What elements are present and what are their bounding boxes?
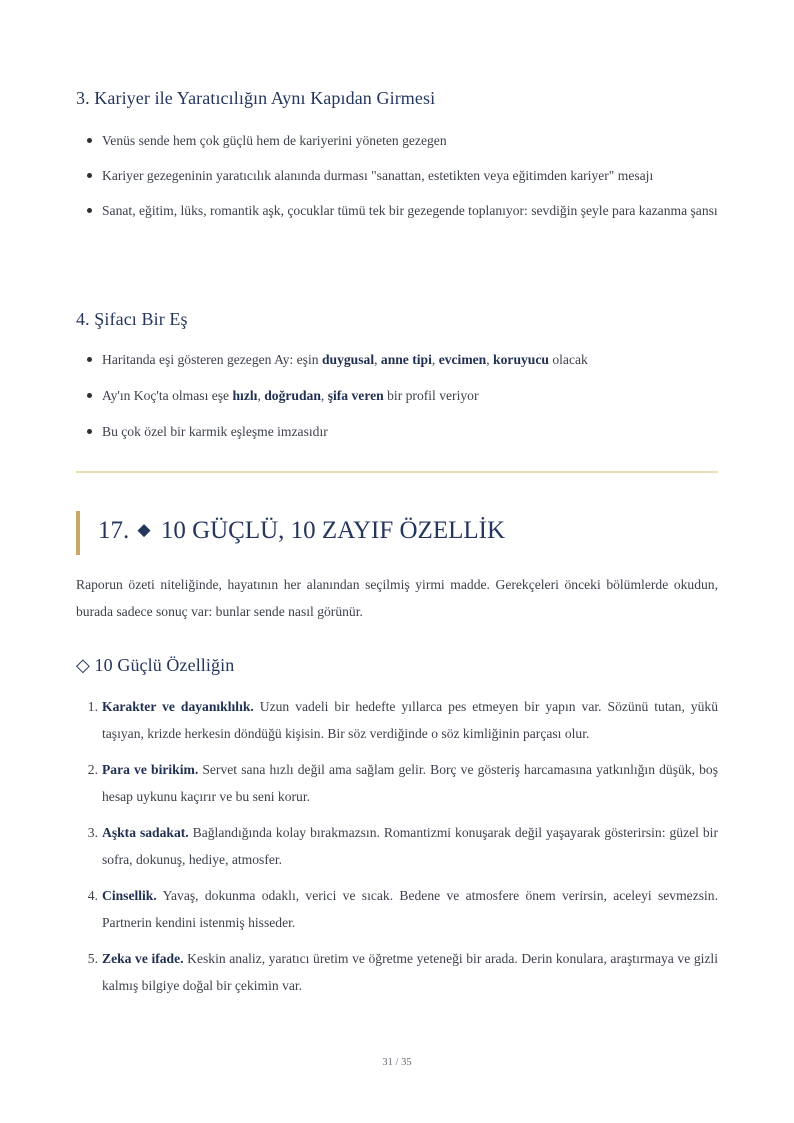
strengths-list	[76, 693, 718, 1008]
page-number: 31 / 35	[382, 1057, 412, 1068]
bold-term: koruyucu	[493, 352, 549, 367]
list-item: Bu çok özel bir karmik eşleşme imzasıdır	[76, 418, 718, 445]
item-title: Zeka ve ifade.	[102, 951, 184, 966]
list-item	[76, 756, 718, 810]
bold-term: hızlı	[232, 388, 258, 403]
item-text: Bağlandığında kolay bırakmazsın. Romantizmi konuşarak değil yaşayarak gösterirsin: güzel bir sofra, dokunuş, hediye, atmosfer.	[102, 825, 718, 867]
chapter-number: 17.	[98, 517, 130, 544]
section-heading-spouse: 4. Şifacı Bir Eş	[76, 309, 188, 329]
item-text: Servet sana hızlı değil ama sağlam gelir. Borç ve gösteriş harcamasına yatkınlığın düşük, boş hesap uykunu kaçırır ve bu seni korur.	[102, 762, 719, 804]
list-item	[76, 693, 718, 747]
section-divider	[76, 471, 718, 473]
item-title: Cinsellik.	[102, 888, 157, 903]
item-number: 3.	[87, 825, 98, 840]
list-item	[76, 819, 718, 873]
list-item	[76, 882, 718, 936]
list-item: Sanat, eğitim, lüks, romantik aşk, çocuklar tümü tek bir gezegende toplanıyor: sevdiğin şeyle para kazanma şansı	[76, 197, 718, 224]
chapter-intro: Raporun özeti niteliğinde, hayatının her alanından seçilmiş yirmi madde. Gerekçeleri önceki bölümlerde okudun, burada sadece sonuç var: bunlar sende nasıl görünür.	[76, 577, 718, 619]
item-text: Keskin analiz, yaratıcı üretim ve öğretme yeteneği bir arada. Derin konulara, araştırmaya ve gizli kalmış bilgiye doğal bir çekimin var.	[102, 951, 718, 993]
chapter-header	[76, 511, 722, 555]
diamond-icon: ◆	[137, 520, 151, 539]
list-item: Ay'ın Koç'ta olması eşe hızlı, doğrudan, şifa veren bir profil veriyor	[76, 382, 718, 409]
bold-term: şifa veren	[327, 388, 384, 403]
bold-term: duygusal	[321, 352, 375, 367]
bold-term: anne tipi	[380, 352, 432, 367]
item-text: Uzun vadeli bir hedefte yıllarca pes etmeyen bir yapın var. Sözünü tutan, yükü taşıyan, krizde herkesin döndüğü kişisin. Bir söz verdiğinde o söz kimliğinin parçası olur.	[102, 699, 718, 741]
item-text: Yavaş, dokunma odaklı, verici ve sıcak. Bedene ve atmosfere önem verirsin, aceleyi sevmezsin. Partnerin kendini istenmiş hisseder.	[102, 888, 718, 930]
list-item: Haritanda eşi gösteren gezegen Ay: eşin duygusal, anne tipi, evcimen, koruyucu olacak	[76, 346, 718, 373]
item-number: 5.	[87, 951, 98, 966]
bold-term: evcimen	[438, 352, 487, 367]
list-item	[76, 945, 718, 999]
item-number: 4.	[87, 888, 98, 903]
section-heading-career: 3. Kariyer ile Yaratıcılığın Aynı Kapıdan Girmesi	[76, 88, 436, 108]
chapter-title	[98, 517, 505, 545]
item-title: Para ve birikim.	[102, 762, 199, 777]
chapter-title-text: 10 GÜÇLÜ, 10 ZAYIF ÖZELLİK	[160, 517, 506, 544]
strengths-heading: ◇ 10 Güçlü Özelliğin	[76, 655, 235, 675]
spouse-bullet-list	[76, 346, 718, 445]
item-number: 1.	[87, 699, 98, 714]
item-number: 2.	[87, 762, 98, 777]
list-item: Kariyer gezegeninin yaratıcılık alanında durması "sanattan, estetikten veya eğitimden kariyer" mesajı	[76, 162, 718, 189]
item-title: Aşkta sadakat.	[102, 825, 189, 840]
career-bullet-list	[76, 127, 718, 224]
bold-term: doğrudan	[264, 388, 321, 403]
item-title: Karakter ve dayanıklılık.	[102, 699, 254, 714]
list-item: Venüs sende hem çok güçlü hem de kariyerini yöneten gezegen	[76, 127, 718, 154]
